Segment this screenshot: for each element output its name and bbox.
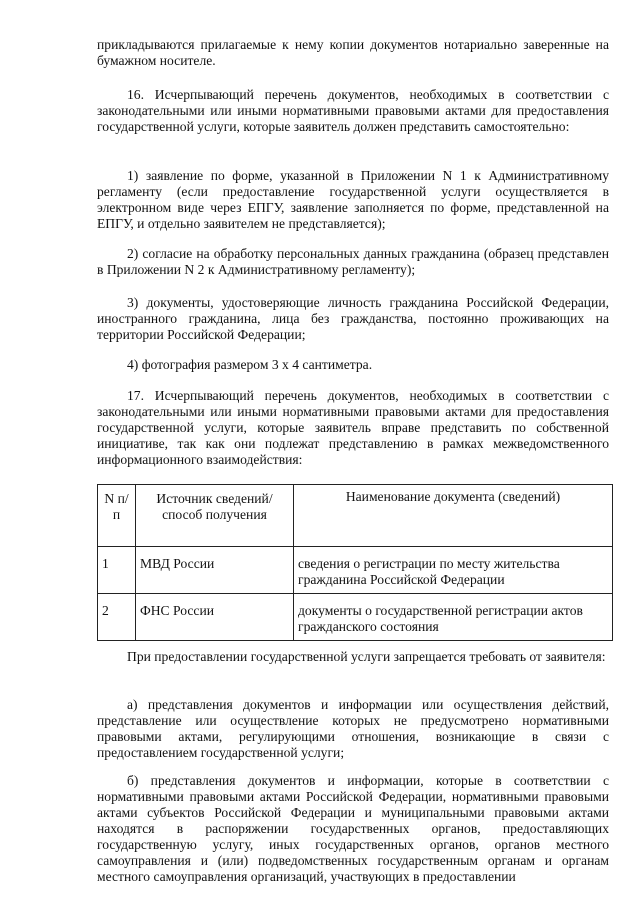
table-header-row: [98, 485, 613, 547]
paragraph-continuation: прикладываются прилагаемые к нему копии документов нотариально заверенные на бумажном носителе.: [97, 37, 609, 68]
documents-table: [97, 484, 613, 641]
paragraph-prohibition: При предоставлении государственной услуги запрещается требовать от заявителя:: [127, 649, 606, 664]
row-number: 2: [98, 594, 136, 641]
paragraph-item-a: а) представления документов и информации или осуществления действий, представление или осуществление которых не предусмотрено нормативными правовыми актами, регулирующими отношения, возникающие в связи с предоставлением государственной услуги;: [97, 697, 609, 760]
row-document-name: документы о государственной регистрации актов гражданского состояния: [294, 594, 613, 641]
row-document-name: сведения о регистрации по месту жительства гражданина Российской Федерации: [294, 547, 613, 594]
paragraph-16: 16. Исчерпывающий перечень документов, необходимых в соответствии с законодательными или иными нормативными правовыми актами для предоставления государственной услуги, которые заявитель должен представить самостоятельно:: [97, 87, 609, 134]
table-row: [98, 594, 613, 641]
row-source: МВД России: [136, 547, 294, 594]
paragraph-17: 17. Исчерпывающий перечень документов, необходимых в соответствии с законодательными или иными нормативными правовыми актами для предоставления государственной услуги, которые заявитель вправе представить по собственной инициативе, так как они подлежат представлению в рамках межведомственного информационного взаимодействия:: [97, 388, 609, 467]
row-number: 1: [98, 547, 136, 594]
paragraph-16-item-2: 2) согласие на обработку персональных данных гражданина (образец представлен в Приложении N 2 к Административному регламенту);: [97, 246, 609, 277]
paragraph-16-item-1: 1) заявление по форме, указанной в Приложении N 1 к Административному регламенту (если предоставление государственной услуги осуществляется в электронном виде через ЕПГУ, заявление заполняется по форме, представленной на ЕПГУ, и отдельно заявителем не представляется);: [97, 168, 609, 231]
table-row: [98, 547, 613, 594]
header-document-name: Наименование документа (сведений): [294, 485, 613, 547]
row-source: ФНС России: [136, 594, 294, 641]
header-number: N п/п: [98, 485, 136, 547]
header-source: Источник сведений/способ получения: [136, 485, 294, 547]
paragraph-16-item-4: 4) фотография размером 3 х 4 сантиметра.: [127, 357, 373, 372]
paragraph-item-b: б) представления документов и информации, которые в соответствии с нормативными правовыми актами Российской Федерации, нормативными правовыми актами субъектов Российской Федерации и муниципальными правовыми актами находятся в распоряжении государственных органов, предоставляющих государственную услугу, иных государственных органов, органов местного самоуправления и (или) подведомственных государственным органам и органам местного самоуправления организаций, участвующих в предоставлении: [97, 773, 609, 884]
paragraph-16-item-3: 3) документы, удостоверяющие личность гражданина Российской Федерации, иностранного гражданина, лица без гражданства, постоянно проживающих на территории Российской Федерации;: [97, 295, 609, 342]
